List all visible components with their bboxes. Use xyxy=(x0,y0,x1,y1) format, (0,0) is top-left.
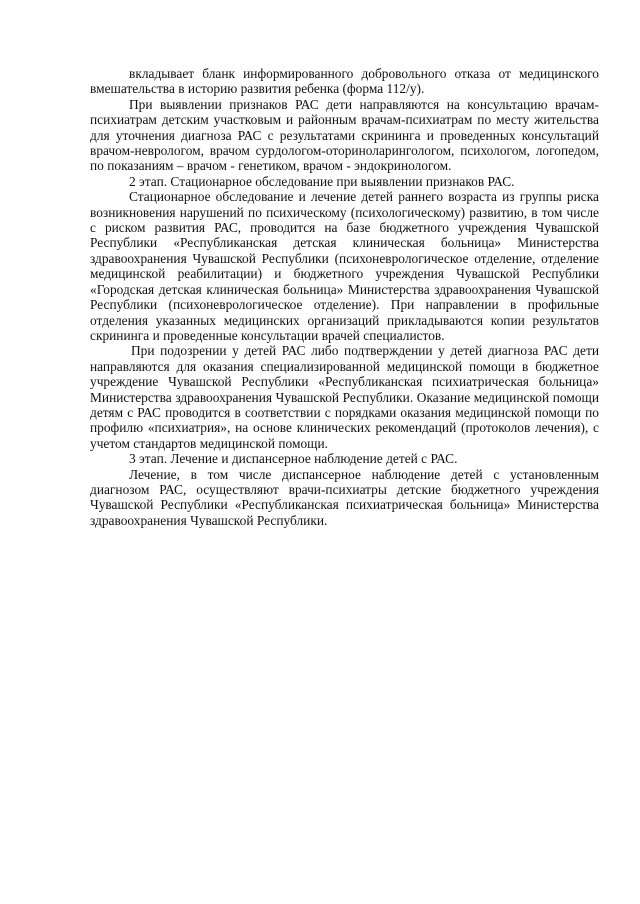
paragraph-consent-form: вкладывает бланк информированного добровольного отказа от медицинского вмешательства в историю развития ребенка (форма 112/у). xyxy=(90,66,599,97)
paragraph-specialized-care: При подозрении у детей РАС либо подтверждении у детей диагноза РАС дети направляются для оказания специализированной медицинской помощи в бюджетное учреждение Чувашской Республики «Республиканская психиатрическая больница» Министерства здравоохранения Чувашской Республики. Оказание медицинской помощи детям с РАС проводится в соответствии с порядками оказания медицинской помощи по профилю «психиатрия», на основе клинических рекомендаций (протоколов лечения), с учетом стандартов медицинской помощи. xyxy=(90,343,599,451)
paragraph-stage-3-heading: 3 этап. Лечение и диспансерное наблюдение детей с РАС. xyxy=(129,451,458,467)
paragraph-referral-psychiatrists: При выявлении признаков РАС дети направляются на консультацию врачам-психиатрам детским участковым и районным врачам-психиатрам по месту жительства для уточнения диагноза РАС с результатами скрининга и проведенных консультаций врачом-неврологом, врачом сурдологом-оториноларингологом, психологом, логопедом, по показаниям – врачом - генетиком, врачом - эндокринологом. xyxy=(90,96,599,174)
paragraph-inpatient-examination: Стационарное обследование и лечение детей раннего возраста из группы риска возникновения нарушений по психическому (психологическому) развитию, в том числе с риском развития РАС, проводится на базе бюджетного учреждения Чувашской Республики «Республиканская детская клиническая больница» Министерства здравоохранения Чувашской Республики (психоневрологическое отделение, отделение медицинской реабилитации) и бюджетного учреждения Чувашской Республики «Городская детская клиническая больница» Министерства здравоохранения Чувашской Республики (психоневрологическое отделение). При направлении в профильные отделения указанных медицинских организаций прикладываются копии результатов скрининга и проведенные консультации врачей специалистов. xyxy=(90,189,599,343)
paragraph-stage-2-heading: 2 этап. Стационарное обследование при выявлении признаков РАС. xyxy=(129,173,515,189)
paragraph-follow-up: Лечение, в том числе диспансерное наблюдение детей с установленным диагнозом РАС, осуществляют врачи-психиатры детские бюджетного учреждения Чувашской Республики «Республиканская психиатрическая больница» Министерства здравоохранения Чувашской Республики. xyxy=(90,466,599,528)
document-page xyxy=(90,66,599,528)
